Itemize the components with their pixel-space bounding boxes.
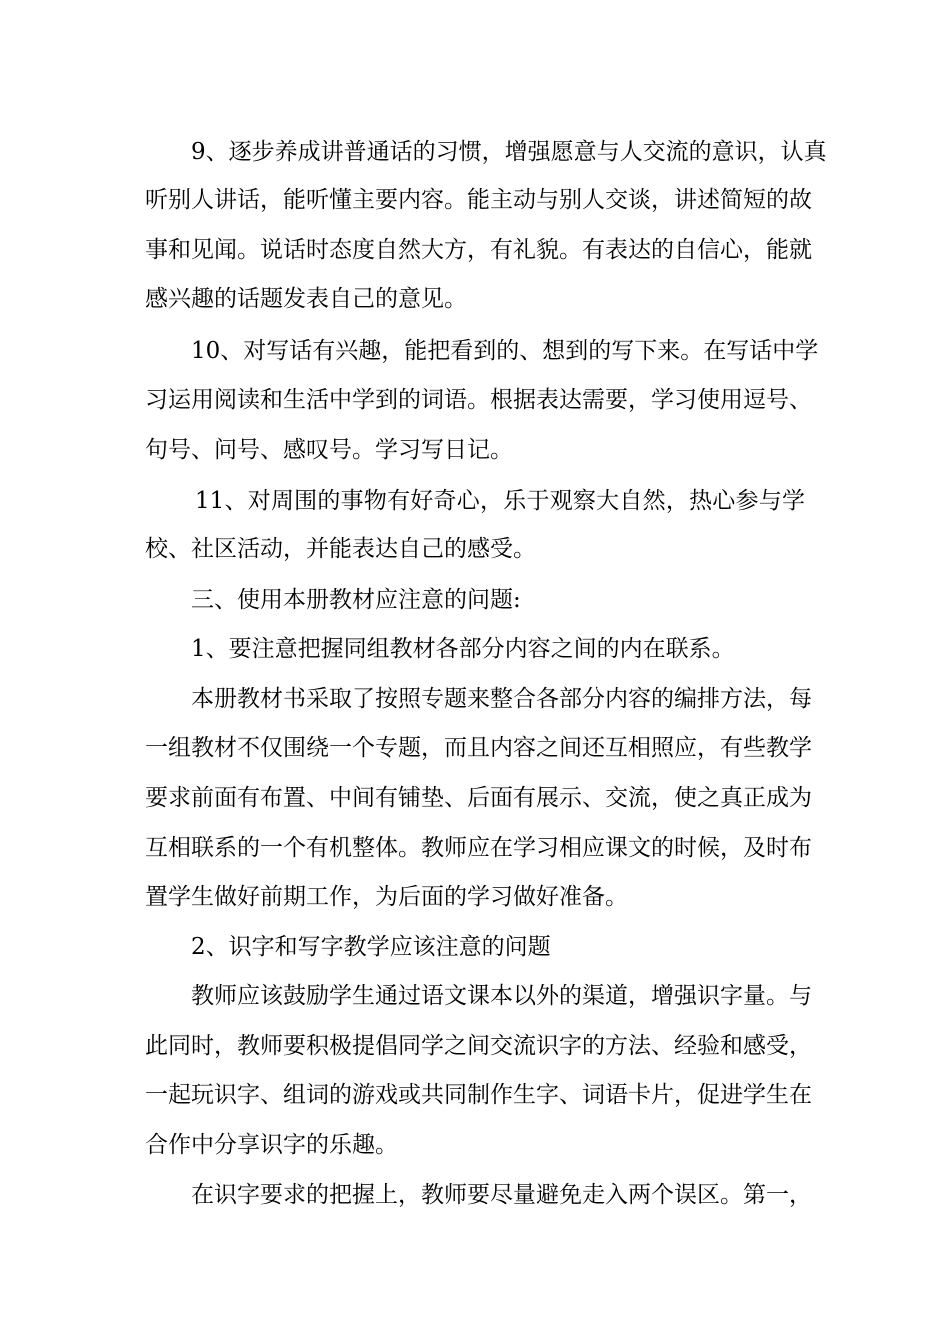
text-line: 句号、问号、感叹号。学习写日记。	[145, 437, 513, 463]
text-line: 互相联系的一个有机整体。教师应在学习相应课文的时候，及时布	[145, 835, 812, 861]
text-line: 置学生做好前期工作，为后面的学习做好准备。	[145, 884, 628, 910]
text-line: 11、对周围的事物有好奇心，乐于观察大自然，热心参与学	[195, 488, 805, 514]
text-line: 要求前面有布置、中间有铺垫、后面有展示、交流，使之真正成为	[145, 785, 812, 811]
subsection-heading: 1、要注意把握同组教材各部分内容之间的内在联系。	[191, 636, 735, 662]
text-line: 事和见闻。说话时态度自然大方，有礼貌。有表达的自信心，能就	[145, 237, 812, 263]
text-line: 本册教材书采取了按照专题来整合各部分内容的编排方法，每	[191, 686, 812, 712]
text-line: 9、逐步养成讲普通话的习惯，增强愿意与人交流的意识，认真	[191, 139, 827, 165]
text-line: 合作中分享识字的乐趣。	[145, 1132, 398, 1158]
text-line: 10、对写话有兴趣，能把看到的、想到的写下来。在写话中学	[191, 338, 819, 364]
text-line: 此同时，教师要积极提倡同学之间交流识字的方法、经验和感受，	[145, 1033, 812, 1059]
text-line: 在识字要求的把握上，教师要尽量避免走入两个误区。第一，	[191, 1182, 812, 1208]
text-line: 校、社区活动，并能表达自己的感受。	[145, 536, 536, 562]
subsection-heading: 2、识字和写字教学应该注意的问题	[191, 934, 551, 960]
text-line: 听别人讲话，能听懂主要内容。能主动与别人交谈，讲述简短的故	[145, 187, 812, 213]
text-line: 习运用阅读和生活中学到的词语。根据表达需要，学习使用逗号、	[145, 387, 812, 413]
text-line: 一起玩识字、组词的游戏或共同制作生字、词语卡片，促进学生在	[145, 1082, 812, 1108]
section-heading: 三、使用本册教材应注意的问题:	[191, 587, 521, 613]
text-line: 教师应该鼓励学生通过语文课本以外的渠道，增强识字量。与	[191, 983, 812, 1009]
text-line: 一组教材不仅围绕一个专题，而且内容之间还互相照应，有些教学	[145, 735, 812, 761]
text-line: 感兴趣的话题发表自己的意见。	[145, 286, 467, 312]
